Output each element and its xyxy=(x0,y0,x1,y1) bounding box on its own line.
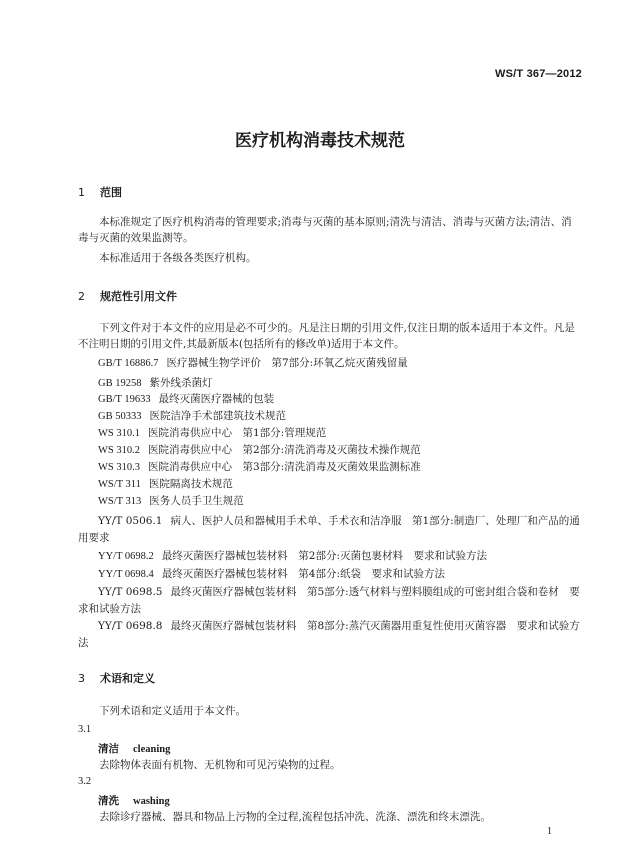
section-number: 3 xyxy=(78,672,85,685)
reference-code: WS/T 313 xyxy=(98,496,142,507)
section-2-heading xyxy=(78,288,177,304)
reference-title: 医院消毒供应中心 第2部分:清洗消毒及灭菌技术操作规范 xyxy=(148,444,421,456)
reference-code: WS 310.1 xyxy=(98,428,140,439)
term-zh: 清洁 xyxy=(98,743,119,755)
reference-title: 最终灭菌医疗器械包装材料 第5部分:透气材料与塑料膜组成的可密封组合袋和卷材 要求和试验方法 xyxy=(78,586,580,615)
section-title: 术语和定义 xyxy=(100,672,155,685)
reference-item xyxy=(98,355,580,372)
section-number: 2 xyxy=(78,290,85,303)
term-heading xyxy=(98,793,170,808)
reference-title: 最终灭菌医疗器械的包装 xyxy=(158,393,275,405)
reference-title: 医院洁净手术部建筑技术规范 xyxy=(149,410,286,422)
reference-code: YY/T 0698.2 xyxy=(98,551,154,562)
reference-item xyxy=(98,548,580,565)
reference-code: GB 19258 xyxy=(98,378,142,389)
reference-item xyxy=(98,442,580,459)
reference-code: WS 310.2 xyxy=(98,445,140,456)
document-title: 医疗机构消毒技术规范 xyxy=(235,131,405,151)
reference-title: 医务人员手卫生规范 xyxy=(149,495,244,507)
reference-item xyxy=(98,566,580,583)
reference-item xyxy=(78,618,580,652)
reference-code: GB/T 16886.7 xyxy=(98,358,159,369)
reference-title: 紫外线杀菌灯 xyxy=(149,377,213,389)
section-1-heading xyxy=(78,184,122,200)
reference-title: 最终灭菌医疗器械包装材料 第8部分:蒸汽灭菌器用重复性使用灭菌容器 要求和试验方法 xyxy=(78,620,580,649)
reference-code: GB 50333 xyxy=(98,411,142,422)
term-definition: 去除诊疗器械、器具和物品上污物的全过程,流程包括冲洗、洗涤、漂洗和终末漂洗。 xyxy=(99,811,491,823)
reference-code: GB/T 19633 xyxy=(98,394,151,405)
reference-item xyxy=(98,493,580,510)
reference-code: YY/T 0698.4 xyxy=(98,569,154,580)
term-en: cleaning xyxy=(133,744,171,755)
reference-title: 医疗器械生物学评价 第7部分:环氧乙烷灭菌残留量 xyxy=(166,357,408,369)
reference-code: WS 310.3 xyxy=(98,462,140,473)
reference-title: 病人、医护人员和器械用手术单、手术衣和洁净服 第1部分:制造厂、处理厂和产品的通用要求 xyxy=(78,515,580,544)
reference-item xyxy=(78,584,580,618)
reference-title: 医院消毒供应中心 第1部分:管理规范 xyxy=(148,427,327,439)
reference-code: YY/T 0698.5 xyxy=(98,586,163,598)
reference-title: 最终灭菌医疗器械包装材料 第2部分:灭菌包裹材料 要求和试验方法 xyxy=(161,550,488,562)
paragraph: 下列文件对于本文件的应用是必不可少的。凡是注日期的引用文件,仅注日期的版本适用于本文件。凡是不注明日期的引用文件,其最新版本(包括所有的修改单)适用于本文件。 xyxy=(78,322,575,350)
paragraph: 本标准规定了医疗机构消毒的管理要求;消毒与灭菌的基本原则;清洗与清洁、消毒与灭菌方法;清洁、消毒与灭菌的效果监测等。 xyxy=(78,216,572,244)
standard-code: WS/T 367—2012 xyxy=(495,68,582,80)
reference-item xyxy=(98,459,580,476)
reference-item xyxy=(98,476,580,493)
reference-code: YY/T 0506.1 xyxy=(98,515,163,527)
section-number: 1 xyxy=(78,186,85,199)
reference-item xyxy=(98,375,580,392)
reference-item xyxy=(98,425,580,442)
reference-code: WS/T 311 xyxy=(98,479,141,490)
reference-item xyxy=(78,513,580,547)
reference-title: 医院消毒供应中心 第3部分:清洗消毒及灭菌效果监测标准 xyxy=(148,461,421,473)
term-en: washing xyxy=(133,796,170,807)
reference-title: 医院隔离技术规范 xyxy=(148,478,233,490)
clause-number: 3.2 xyxy=(78,776,92,787)
clause-number: 3.1 xyxy=(78,724,92,735)
section-3-heading xyxy=(78,670,155,686)
paragraph: 本标准适用于各级各类医疗机构。 xyxy=(99,252,257,264)
page-number: 1 xyxy=(547,826,552,837)
section-title: 规范性引用文件 xyxy=(100,290,177,303)
reference-title: 最终灭菌医疗器械包装材料 第4部分:纸袋 要求和试验方法 xyxy=(161,568,446,580)
term-zh: 清洗 xyxy=(98,795,119,807)
paragraph: 下列术语和定义适用于本文件。 xyxy=(99,705,246,717)
reference-item xyxy=(98,408,580,425)
section-title: 范围 xyxy=(100,186,122,199)
term-heading xyxy=(98,741,170,756)
reference-item xyxy=(98,391,580,408)
term-definition: 去除物体表面有机物、无机物和可见污染物的过程。 xyxy=(99,759,341,771)
reference-code: YY/T 0698.8 xyxy=(98,620,163,632)
